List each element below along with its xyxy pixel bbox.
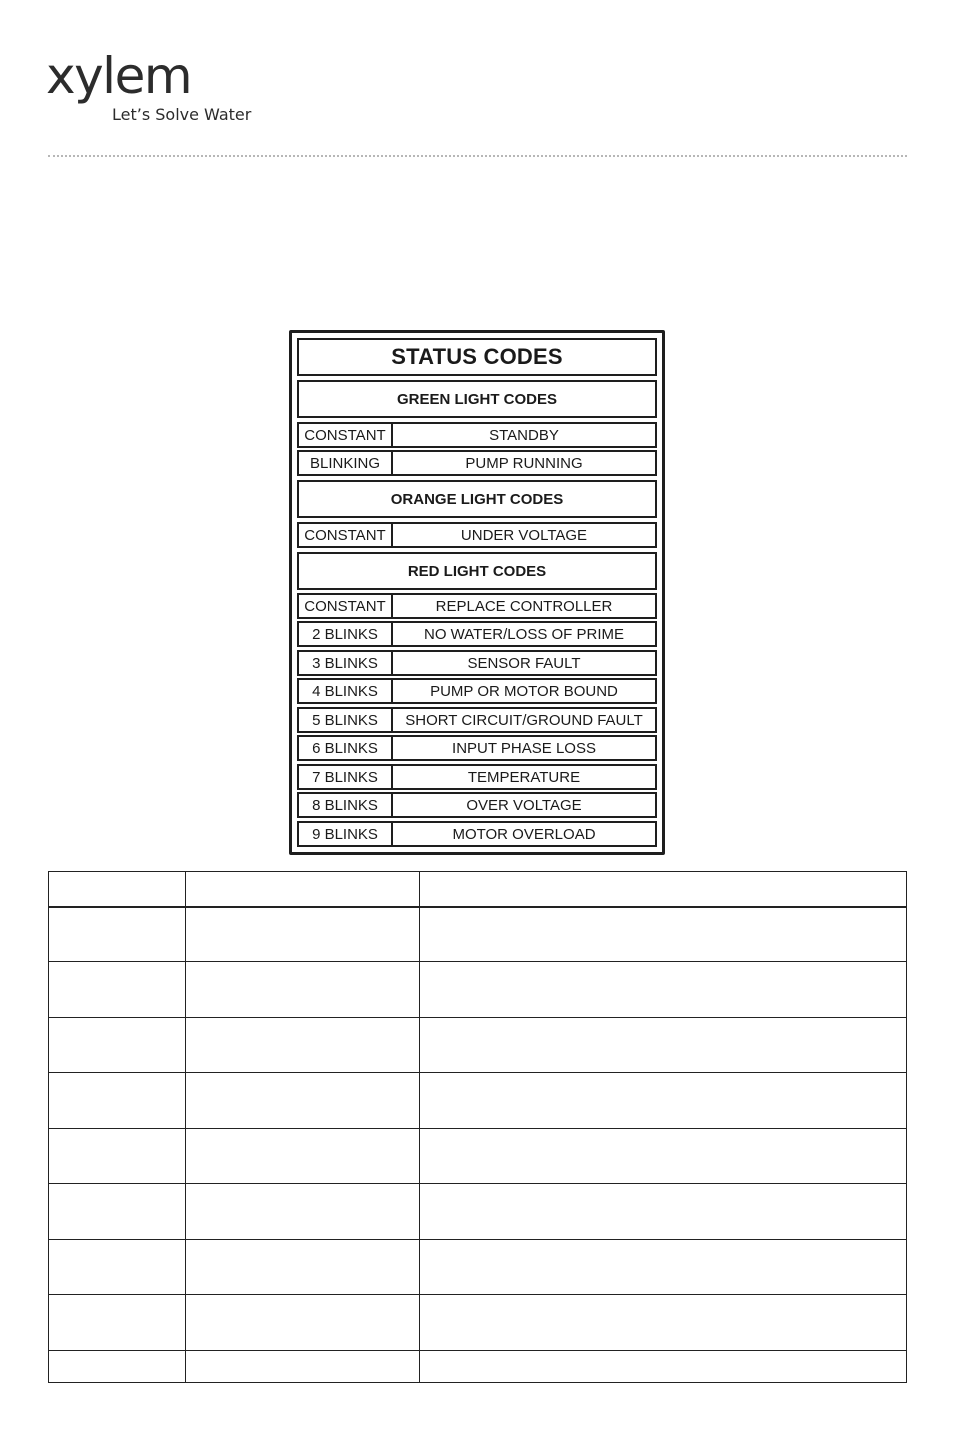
code-row	[297, 678, 657, 704]
code-cell: CONSTANT	[297, 522, 393, 548]
code-row	[297, 522, 657, 548]
code-cell: 2 BLINKS	[297, 621, 393, 647]
meaning-cell: OVER VOLTAGE	[393, 792, 657, 818]
empty-table	[48, 871, 907, 1383]
table-row-divider	[49, 1350, 906, 1351]
code-cell: 7 BLINKS	[297, 764, 393, 790]
code-cell: CONSTANT	[297, 422, 393, 448]
code-cell: 8 BLINKS	[297, 792, 393, 818]
code-row	[297, 735, 657, 761]
xylem-logo	[46, 47, 276, 132]
code-row	[297, 621, 657, 647]
code-cell: CONSTANT	[297, 593, 393, 619]
table-header-divider	[49, 906, 906, 908]
table-row-divider	[49, 1294, 906, 1295]
code-cell: 4 BLINKS	[297, 678, 393, 704]
table-row-divider	[49, 1072, 906, 1073]
meaning-cell: INPUT PHASE LOSS	[393, 735, 657, 761]
meaning-cell: MOTOR OVERLOAD	[393, 821, 657, 847]
code-row	[297, 792, 657, 818]
table-row-divider	[49, 1128, 906, 1129]
meaning-cell: REPLACE CONTROLLER	[393, 593, 657, 619]
code-row	[297, 650, 657, 676]
code-row	[297, 593, 657, 619]
code-cell: BLINKING	[297, 450, 393, 476]
code-cell: 3 BLINKS	[297, 650, 393, 676]
code-row	[297, 450, 657, 476]
header-divider	[48, 155, 907, 157]
meaning-cell: NO WATER/LOSS OF PRIME	[393, 621, 657, 647]
table-row-divider	[49, 1239, 906, 1240]
orange-light-heading: ORANGE LIGHT CODES	[297, 480, 657, 518]
code-row	[297, 764, 657, 790]
logo-tagline: Let’s Solve Water	[112, 105, 252, 124]
meaning-cell: STANDBY	[393, 422, 657, 448]
red-light-heading: RED LIGHT CODES	[297, 552, 657, 590]
code-cell: 9 BLINKS	[297, 821, 393, 847]
code-row	[297, 707, 657, 733]
table-column-divider	[419, 872, 420, 1382]
status-codes-title: STATUS CODES	[297, 338, 657, 376]
meaning-cell: PUMP RUNNING	[393, 450, 657, 476]
meaning-cell: TEMPERATURE	[393, 764, 657, 790]
status-codes-panel	[289, 330, 665, 855]
table-row-divider	[49, 1017, 906, 1018]
table-column-divider	[185, 872, 186, 1382]
code-cell: 5 BLINKS	[297, 707, 393, 733]
meaning-cell: UNDER VOLTAGE	[393, 522, 657, 548]
code-cell: 6 BLINKS	[297, 735, 393, 761]
code-row	[297, 821, 657, 847]
meaning-cell: PUMP OR MOTOR BOUND	[393, 678, 657, 704]
logo-wordmark: xylem	[46, 47, 192, 105]
table-row-divider	[49, 961, 906, 962]
table-row-divider	[49, 1183, 906, 1184]
meaning-cell: SENSOR FAULT	[393, 650, 657, 676]
green-light-heading: GREEN LIGHT CODES	[297, 380, 657, 418]
meaning-cell: SHORT CIRCUIT/GROUND FAULT	[393, 707, 657, 733]
code-row	[297, 422, 657, 448]
